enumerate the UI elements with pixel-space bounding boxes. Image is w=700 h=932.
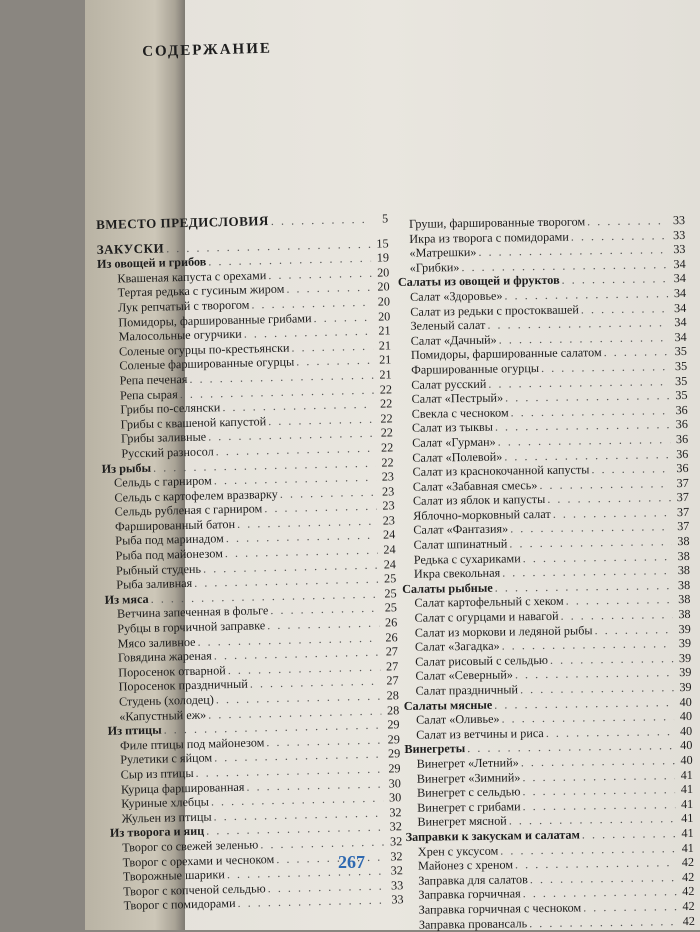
toc-entry-page: 22 [379, 396, 393, 411]
toc-entry-title: Салат русский [411, 376, 487, 392]
toc-entry-page: 42 [682, 884, 695, 899]
toc-entry-title: Поросенок праздничный [118, 677, 248, 695]
toc-entry-page: 32 [390, 863, 404, 878]
toc-entry-title: Винегреты [404, 741, 466, 757]
toc-entry-title: Грибы заливные [120, 429, 207, 446]
toc-entry-title: Рыба под майонезом [115, 546, 223, 563]
toc-entry-title: Жульен из птицы [121, 809, 212, 826]
toc-entry-title: Творог с помидорами [123, 896, 236, 913]
toc-entry-title: Мясо заливное [117, 634, 196, 651]
toc-entry-page: 27 [386, 673, 399, 688]
toc-entry-page: 41 [680, 796, 694, 811]
toc-entry-title: Рыбный студень [115, 561, 202, 578]
toc-entry-page: 36 [676, 446, 689, 461]
toc-entry-title: Рыба заливная [116, 576, 193, 592]
toc-entry-page: 22 [380, 440, 394, 455]
toc-entry-title: Из птицы [107, 722, 162, 739]
toc-entry-title: Говядина жареная [117, 648, 212, 665]
toc-entry-title: Грибы по-селянски [120, 400, 221, 417]
toc-entry-page: 41 [681, 825, 694, 841]
toc-entry-page: 23 [381, 483, 395, 499]
toc-entry-page: 33 [672, 212, 686, 228]
toc-entry-title: Салат из редьки с простоквашей [410, 302, 579, 319]
toc-entry-page: 30 [388, 790, 402, 805]
toc-entry-page: 37 [677, 519, 690, 534]
toc-entry-page: 39 [678, 650, 692, 665]
toc-entry-page: 36 [675, 431, 689, 447]
toc-entry-page: 40 [679, 709, 693, 724]
toc-entry-title: Филе птицы под майонезом [119, 735, 265, 753]
toc-entry-title: Помидоры, фаршированные салатом [410, 345, 602, 363]
dot-leader [553, 505, 672, 521]
page-number: 267 [338, 852, 365, 872]
toc-entry-page: 23 [382, 513, 396, 528]
toc-entry-page: 29 [387, 717, 400, 732]
toc-entry-page: 36 [675, 402, 688, 417]
toc-entry-title: Соленые фаршированные огурцы [119, 354, 295, 373]
toc-entry-title: Салат из яблок и капусты [412, 492, 546, 509]
toc-entry-page: 21 [379, 367, 392, 382]
toc-entry-title: Сельдь с гарниром [113, 473, 212, 490]
toc-entry-title: Сыр из птицы [120, 765, 194, 782]
toc-entry-title: Салаты мясные [403, 697, 493, 713]
toc-entry-title: Поросенок отварной [118, 662, 226, 680]
dot-leader [583, 899, 677, 915]
dot-leader [582, 826, 676, 842]
toc-entry-page: 38 [677, 577, 691, 592]
toc-entry-title: Яблочно-морковный салат [413, 506, 551, 523]
toc-entry-title: Салат «Здоровье» [410, 288, 503, 304]
toc-entry-title: Салат рисовый с сельдью [415, 652, 549, 669]
toc-entry-title: «Матрешки» [409, 245, 477, 261]
toc-entry-page: 39 [679, 679, 692, 695]
toc-entry-title: Заправка для салатов [418, 871, 528, 888]
toc-entry-title: Лук репчатый с творогом [117, 297, 250, 315]
toc-entry-page: 28 [386, 688, 400, 703]
toc-entry-page: 23 [382, 498, 395, 513]
toc-entry-page: 32 [389, 834, 403, 849]
toc-entry-title: Салат из краснокочанной капусты [412, 462, 590, 479]
dot-leader [562, 272, 668, 288]
toc-entry-title: Из мяса [104, 591, 149, 607]
toc-entry-title: «Капустный еж» [119, 707, 207, 724]
toc-entry-page: 25 [384, 586, 397, 601]
toc-entry-page: 40 [680, 752, 693, 768]
toc-entry-title: Из рыбы [101, 460, 152, 476]
dot-leader [594, 622, 672, 638]
toc-entry-title: Курица фаршированная [120, 779, 245, 797]
toc-entry-title: Заправка горчичная [418, 886, 521, 903]
toc-entry-page: 33 [391, 892, 404, 907]
toc-entry-title: Малосольные огурчики [118, 326, 242, 344]
toc-entry-title: Заправка провансаль [418, 915, 528, 932]
toc-entry-title: Салат с огурцами и навагой [414, 608, 559, 625]
toc-entry-page: 32 [389, 819, 403, 834]
toc-entry-page: 41 [680, 782, 694, 797]
toc-entry-title: Творожные шарики [122, 867, 226, 884]
toc-entry-title: Салат «Пестрый» [411, 390, 504, 406]
toc-entry-page: 42 [682, 913, 695, 928]
toc-entry-page: 24 [383, 542, 396, 557]
toc-entry-page: 29 [387, 746, 401, 761]
toc-entry-page: 15 [376, 235, 389, 251]
toc-left-column [96, 211, 404, 913]
toc-entry-page: 28 [386, 702, 400, 718]
toc-entry-page: 41 [681, 840, 694, 855]
toc-entry-title: Квашеная капуста с орехами [117, 267, 267, 286]
toc-entry-page: 37 [676, 475, 689, 490]
toc-entry-title: Творог со свежей зеленью [122, 837, 259, 855]
toc-entry-title: Винегрет «Зимний» [416, 769, 521, 786]
toc-entry-page: 26 [384, 615, 398, 630]
dot-leader [581, 301, 669, 317]
toc-entry-title: Творог с копченой сельдью [123, 881, 266, 899]
toc-entry-title: Тертая редька с гусиным жиром [117, 282, 285, 300]
toc-entry-page: 40 [680, 738, 693, 753]
toc-entry-title: Салат из тыквы [411, 419, 494, 436]
toc-entry-title: Салаты рыбные [402, 580, 493, 596]
toc-entry-title: Фаршированный батон [114, 516, 236, 534]
toc-entry-page: 20 [377, 308, 391, 324]
dot-leader [587, 213, 667, 229]
dot-leader [529, 914, 677, 931]
toc-entry-page: 29 [387, 732, 401, 747]
toc-entry-page: 32 [389, 804, 402, 820]
toc-entry-page: 24 [383, 556, 397, 572]
toc-entry-page: 38 [677, 548, 690, 563]
toc-entry-page: 36 [675, 417, 689, 432]
toc-entry-page: 22 [380, 411, 393, 426]
toc-entry-title: Винегрет «Летний» [416, 755, 519, 771]
dot-leader [591, 461, 670, 477]
toc-entry-page: 39 [678, 636, 692, 651]
toc-entry-title: «Грибки» [409, 259, 460, 275]
toc-entry-title: Зеленый салат [410, 317, 486, 333]
toc-entry-page: 26 [385, 629, 398, 645]
toc-entry-page: 20 [377, 294, 391, 309]
toc-entry-title: Студень (холодец) [118, 692, 214, 709]
toc-entry-page: 32 [390, 848, 403, 864]
toc-entry-title: Салат «Дачный» [410, 332, 497, 348]
toc-entry-page: 42 [682, 898, 695, 913]
toc-entry-page: 39 [679, 665, 692, 680]
toc-entry-title: Салат праздничный [415, 682, 519, 698]
toc-entry-title: ВМЕСТО ПРЕДИСЛОВИЯ [96, 213, 269, 232]
toc-entry-page: 27 [385, 644, 399, 659]
toc-entry-title: Репа печеная [119, 371, 188, 388]
toc-entry-page: 22 [381, 454, 394, 470]
toc-entry-page: 19 [376, 250, 390, 265]
toc-right-column [397, 213, 695, 932]
toc-entry-page: 34 [673, 285, 687, 301]
dot-leader [604, 345, 669, 361]
toc-entry-page: 34 [674, 300, 687, 315]
dot-leader [571, 228, 668, 244]
toc-entry-page: 41 [681, 811, 694, 826]
toc-entry-title: Рулетики с яйцом [120, 750, 213, 767]
dot-leader [560, 607, 672, 623]
toc-entry-page: 27 [385, 659, 399, 674]
toc-entry-title: Фаршированные огурцы [411, 360, 540, 377]
toc-entry-page: 29 [388, 761, 401, 776]
toc-entry-title: Грибы с квашеной капустой [120, 413, 267, 432]
toc-entry-title: ЗАКУСКИ [96, 240, 165, 257]
toc-entry-page: 33 [673, 242, 686, 257]
toc-entry-page: 21 [378, 352, 392, 367]
toc-entry-page: 35 [674, 344, 688, 359]
toc-entry-title: Винегрет мясной [417, 813, 507, 830]
toc-entry-page: 25 [383, 571, 397, 586]
toc-entry-page: 30 [388, 775, 402, 791]
toc-entry-page: 20 [377, 279, 390, 295]
toc-entry-page: 21 [378, 338, 392, 353]
toc-entry-title: Салат «Загадка» [414, 638, 500, 655]
toc-entry-page: 33 [390, 877, 404, 893]
dot-leader [313, 309, 372, 325]
toc-entry-page: 38 [677, 563, 691, 578]
toc-entry-page: 21 [378, 323, 391, 338]
toc-entry-title: Салат «Оливье» [415, 711, 500, 727]
toc-entry-title: Икра из творога с помидорами [409, 229, 569, 246]
toc-entry-title: Салат «Забавная смесь» [412, 477, 538, 494]
toc-entry-title: Хрен с уксусом [417, 843, 499, 859]
toc-entry-page: 40 [679, 723, 693, 738]
toc-entry-page: 40 [679, 694, 692, 709]
toc-entry-title: Соленые огурцы по-крестьянски [118, 340, 290, 359]
toc-entry-title: Икра свекольная [413, 565, 501, 582]
toc-entry-title: Салат шпинатный [413, 536, 508, 552]
toc-entry-title: Куриные хлебцы [121, 794, 210, 811]
toc-entry-page: 20 [376, 265, 390, 280]
toc-entry-page: 24 [382, 527, 396, 543]
toc-entry-page: 38 [678, 606, 691, 622]
toc-entry-title: Помидоры, фаршированные грибами [118, 310, 312, 330]
toc-entry-page: 22 [380, 425, 394, 440]
toc-entry-title: Ветчина запеченная в фольге [116, 603, 269, 622]
toc-entry-title: Салат картофельный с хеком [414, 594, 564, 611]
toc-entry-title: Заправки к закускам и салатам [405, 827, 580, 844]
toc-entry-page: 5 [381, 211, 389, 226]
toc-entry-title: Груши, фаршированные творогом [408, 214, 586, 231]
toc-entry-page: 37 [676, 490, 690, 505]
toc-entry-page: 35 [675, 373, 688, 388]
toc-entry-title: Редька с сухариками [413, 550, 521, 567]
toc-entry-title: Из овощей и грибов [96, 254, 207, 272]
toc-entry-title: Рыба под маринадом [115, 531, 224, 549]
toc-entry-title: Свекла с чесноком [411, 405, 509, 421]
toc-entry-page: 38 [677, 534, 690, 549]
toc-entry-title: Творог с орехами и чесноком [122, 851, 275, 870]
toc-entry-title: Салат «Фантазия» [413, 521, 509, 538]
toc-entry-page: 41 [680, 767, 693, 782]
toc-entry-page: 38 [678, 592, 691, 607]
toc-entry-page: 33 [672, 227, 686, 242]
toc-entry-title: Рубцы в горчичной заправке [117, 618, 266, 636]
toc-entry-page: 39 [678, 621, 691, 636]
toc-entry-title: Винегрет с грибами [417, 799, 521, 815]
toc-entry-page: 42 [681, 869, 695, 884]
toc-entry-page: 35 [675, 388, 688, 403]
toc-entry-page: 34 [673, 256, 686, 271]
toc-entry-title: Салат «Гурман» [412, 434, 496, 450]
toc-entry-page: 37 [676, 504, 690, 519]
toc-entry-page: 35 [674, 358, 688, 374]
toc-entry-title: Салат «Полевой» [412, 449, 503, 465]
toc-entry-title: Салат из моркови и ледяной рыбы [414, 622, 593, 640]
toc-entry-title: Салат «Северный» [415, 667, 514, 684]
toc-entry-title: Сельдь рубленая с гарниром [114, 501, 263, 519]
toc-entry-title: Майонез с хреном [417, 857, 514, 873]
page-title: СОДЕРЖАНИЕ [142, 40, 273, 60]
toc-entry-page: 34 [673, 271, 686, 286]
toc-entry-page: 22 [379, 381, 393, 397]
toc-entry-page: 34 [674, 315, 687, 330]
toc-entry-title: Сельдь с картофелем вразварку [114, 486, 278, 505]
toc-entry-page: 23 [381, 469, 395, 484]
toc-entry-title: Винегрет с сельдью [416, 784, 521, 800]
toc-entry-page: 42 [681, 855, 695, 870]
toc-entry-title: Репа сырая [119, 386, 178, 403]
toc-entry-page: 34 [674, 329, 687, 344]
dot-leader [566, 593, 673, 609]
toc-entry-title: Из творога и яиц [109, 824, 205, 841]
toc-entry-title: Салат из ветчины и риса [416, 725, 544, 742]
dot-leader [271, 212, 371, 229]
toc-entry-page: 36 [676, 461, 689, 476]
toc-entry-page: 25 [384, 600, 398, 615]
toc-entry-title: Заправка горчичная с чесноком [418, 900, 582, 917]
toc-entry-title: Русский разносол [121, 444, 214, 461]
toc-entry-title: Салаты из овощей и фруктов [397, 273, 560, 290]
